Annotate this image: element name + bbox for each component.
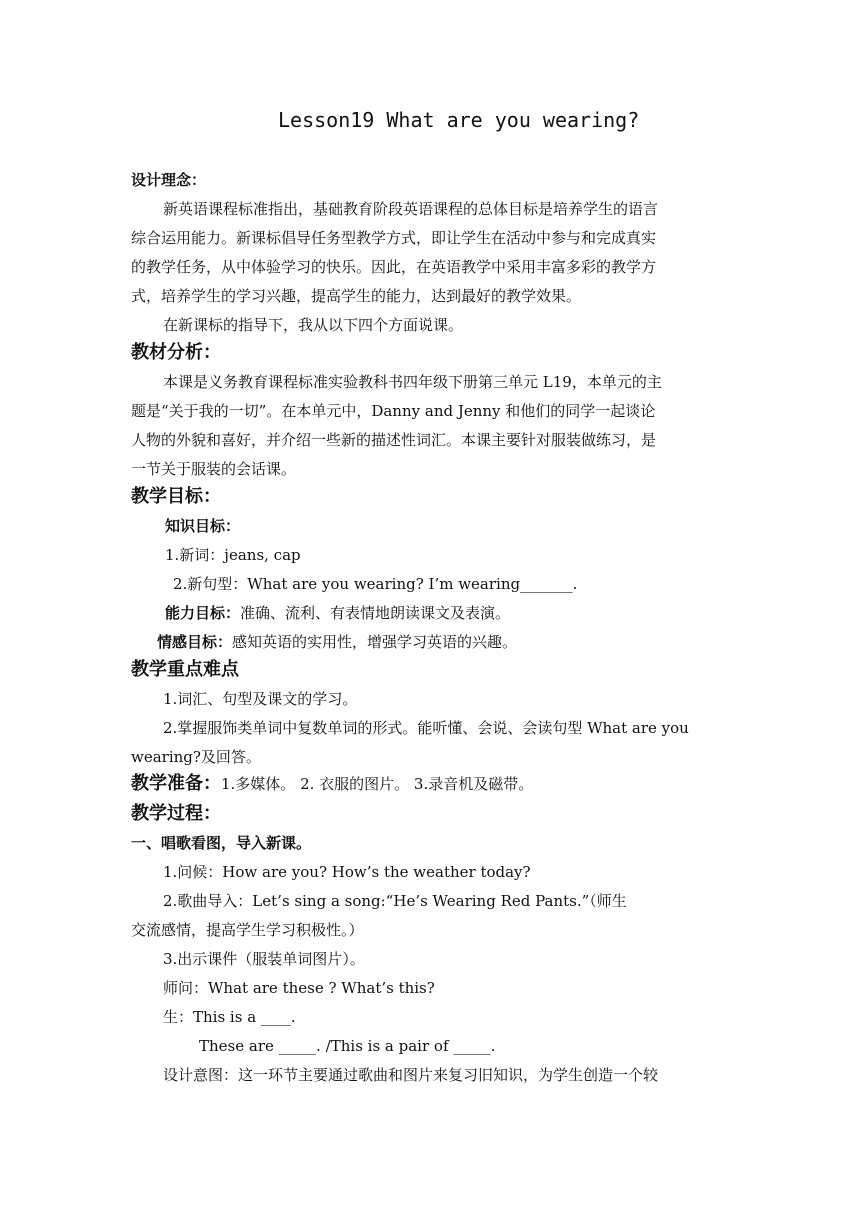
page-title: Lesson19 What are you wearing? xyxy=(278,108,640,132)
material-heading: 教材分析： xyxy=(131,342,221,363)
prep-text: 1.多媒体。 2. 衣服的图片。 3.录音机及磁带。 xyxy=(221,775,534,793)
design-heading: 设计理念： xyxy=(131,171,207,189)
design-line-5: 在新课标的指导下，我从以下四个方面说课。 xyxy=(163,316,464,334)
emotion-label: 情感目标： xyxy=(157,633,233,651)
keypoints-line-1: 1.词汇、句型及课文的学习。 xyxy=(163,690,358,708)
design-line-3: 的教学任务，从中体验学习的快乐。因此，在英语教学中采用丰富多彩的教学方 xyxy=(131,258,657,276)
process-heading: 教学过程： xyxy=(131,803,221,824)
prep-line xyxy=(131,773,533,795)
ability-label: 能力目标： xyxy=(165,604,241,622)
design-line-2: 综合运用能力。新课标倡导任务型教学方式，即让学生在活动中参与和完成真实 xyxy=(131,229,657,247)
process-line-4: 3.出示课件（服装单词图片）。 xyxy=(163,950,365,968)
knowledge-label: 知识目标： xyxy=(165,517,241,535)
process-line-8: 设计意图：这一环节主要通过歌曲和图片来复习旧知识，为学生创造一个较 xyxy=(163,1066,659,1084)
keypoints-line-3: wearing?及回答。 xyxy=(131,748,261,766)
step1-heading: 一、唱歌看图，导入新课。 xyxy=(131,834,312,852)
process-line-7: These are _____. /This is a pair of _____. xyxy=(199,1037,496,1055)
process-line-1: 1.问候：How are you? How’s the weather today? xyxy=(163,863,531,881)
design-line-4: 式，培养学生的学习兴趣，提高学生的能力，达到最好的教学效果。 xyxy=(131,287,582,305)
material-line-2: 题是“关于我的一切”。在本单元中，Danny and Jenny 和他们的同学一起谈论 xyxy=(131,402,656,420)
keypoints-line-2: 2.掌握服饰类单词中复数单词的形式。能听懂、会说、会读句型 What are you xyxy=(163,719,689,737)
keypoints-heading: 教学重点难点 xyxy=(131,659,239,680)
material-line-1: 本课是义务教育课程标准实验教科书四年级下册第三单元 L19，本单元的主 xyxy=(163,373,662,391)
process-line-5: 师问：What are these ? What’s this? xyxy=(163,979,435,997)
process-line-6: 生：This is a ____. xyxy=(163,1008,296,1026)
new-words-line: 1.新词：jeans, cap xyxy=(165,546,301,564)
new-pattern-line: 2.新句型：What are you wearing? I’m wearing_______. xyxy=(173,575,578,593)
ability-line xyxy=(165,603,510,623)
material-line-3: 人物的外貌和喜好，并介绍一些新的描述性词汇。本课主要针对服装做练习，是 xyxy=(131,431,657,449)
ability-text: 准确、流利、有表情地朗读课文及表演。 xyxy=(240,604,511,622)
material-line-4: 一节关于服装的会话课。 xyxy=(131,460,297,478)
process-line-2: 2.歌曲导入：Let’s sing a song:“He’s Wearing Red Pants.”（师生 xyxy=(163,892,627,910)
process-line-3: 交流感情，提高学生学习积极性。） xyxy=(131,921,364,939)
prep-heading: 教学准备： xyxy=(131,773,221,794)
emotion-line xyxy=(157,632,517,652)
objectives-heading: 教学目标： xyxy=(131,486,221,507)
design-line-1: 新英语课程标准指出，基础教育阶段英语课程的总体目标是培养学生的语言 xyxy=(163,200,659,218)
emotion-text: 感知英语的实用性，增强学习英语的兴趣。 xyxy=(232,633,518,651)
